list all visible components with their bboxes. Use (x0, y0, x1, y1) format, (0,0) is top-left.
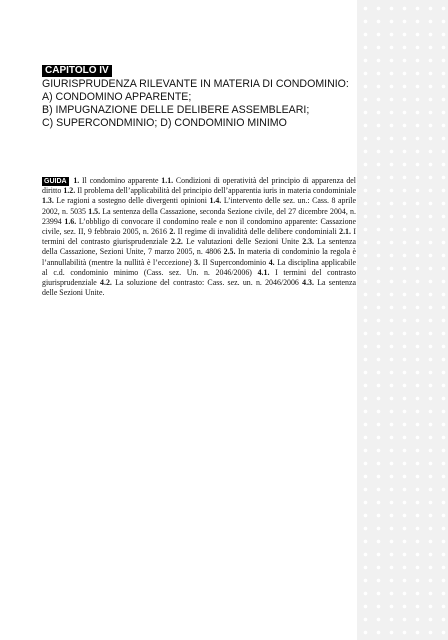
guide-entry-text: La sentenza delle Sezioni Unite. (42, 278, 356, 298)
guide-entry-number: 1.4. (209, 196, 222, 206)
guide-entry-number: 1.2. (63, 186, 76, 196)
chapter-heading (42, 60, 360, 130)
guide-entry-number: 2.2. (171, 237, 183, 247)
guide-entry-number: 1.6. (64, 216, 77, 226)
chapter-title-line: B) IMPUGNAZIONE DELLE DELIBERE ASSEMBLEARI; (42, 104, 310, 116)
guide-entry-number: 1.1. (161, 176, 174, 185)
guide-entry-number: 1.5. (88, 206, 101, 216)
guide-entry-text: L’obbligo di convocare il condomino reale e non il condomino apparente: Cassazione civile, sez. II, 9 febbraio 2005, n. 2616 (42, 216, 356, 237)
guide-entry-number: 3. (194, 257, 201, 267)
guide-entry-number: 1. (73, 176, 80, 185)
guide-entry-text: La soluzione del contrasto: Cass. sez. un. n. 2046/2006 (115, 278, 299, 288)
guide-entry-number: 2.1. (339, 227, 351, 237)
guide-entry-number: 4.3. (302, 278, 314, 288)
guide-label: GUIDA (44, 178, 67, 185)
chapter-title-line: A) CONDOMINO APPARENTE; (42, 91, 192, 103)
guide-entry-number: 2.3. (302, 237, 315, 247)
chapter-label: CAPITOLO IV (42, 65, 112, 77)
guide-entry-text: I termini del contrasto giurisprudenziale (42, 227, 356, 247)
guide-entry-text: Il condomino apparente (82, 176, 159, 185)
chapter-title (42, 78, 360, 130)
guide-entry-text: La sentenza della Cassazione, Sezioni Unite, 7 marzo 2005, n. 4806 (42, 237, 356, 257)
guide-entry-number: 2.5. (223, 247, 236, 257)
guide-entry-text: La sentenza della Cassazione, seconda Sezione civile, del 27 dicembre 2004, n. 23994 (42, 206, 356, 226)
chapter-title-line: C) SUPERCONDMINIO; D) CONDOMINIO MINIMO (42, 117, 287, 129)
guide-summary (42, 176, 356, 298)
guide-entry-text: Il problema dell’applicabilità del principio dell’apparentia iuris in materia condominiale (77, 186, 357, 196)
guide-entry-text: Il Supercondominio (202, 257, 267, 267)
guide-entry-text: I termini del contrasto giurisprudenziale (42, 267, 356, 288)
guide-entry-number: 4.2. (100, 278, 112, 288)
guide-entry-text: La disciplina applicabile al c.d. condominio minimo (Cass. sez. Un. n. 2046/2006) (42, 257, 356, 277)
guide-entry-text: In materia di condominio la regola è l’annullabilità (mentre la nullità è l’eccezione) (42, 247, 356, 267)
guide-entry-text: L’intervento delle sez. un.: Cass. 8 aprile 2002, n. 5035 (42, 196, 356, 216)
guide-entry-text: Condizioni di operatività del principio di apparenza del diritto (42, 176, 356, 196)
guide-entry-number: 1.3. (42, 196, 54, 206)
guide-entry-text: Le ragioni a sostegno delle divergenti opinioni (56, 196, 207, 206)
guide-entry-number: 4. (268, 257, 275, 267)
chapter-title-line: GIURISPRUDENZA RILEVANTE IN MATERIA DI CONDOMINIO: (42, 78, 349, 90)
guide-entry-number: 2. (169, 227, 176, 237)
guide-entry-text: Il regime di invalidità delle delibere condominiali (177, 227, 337, 237)
guide-entry-text: Le valutazioni delle Sezioni Unite (186, 237, 299, 247)
dotted-margin-band (357, 0, 448, 640)
guide-entry-number: 4.1. (257, 267, 270, 277)
